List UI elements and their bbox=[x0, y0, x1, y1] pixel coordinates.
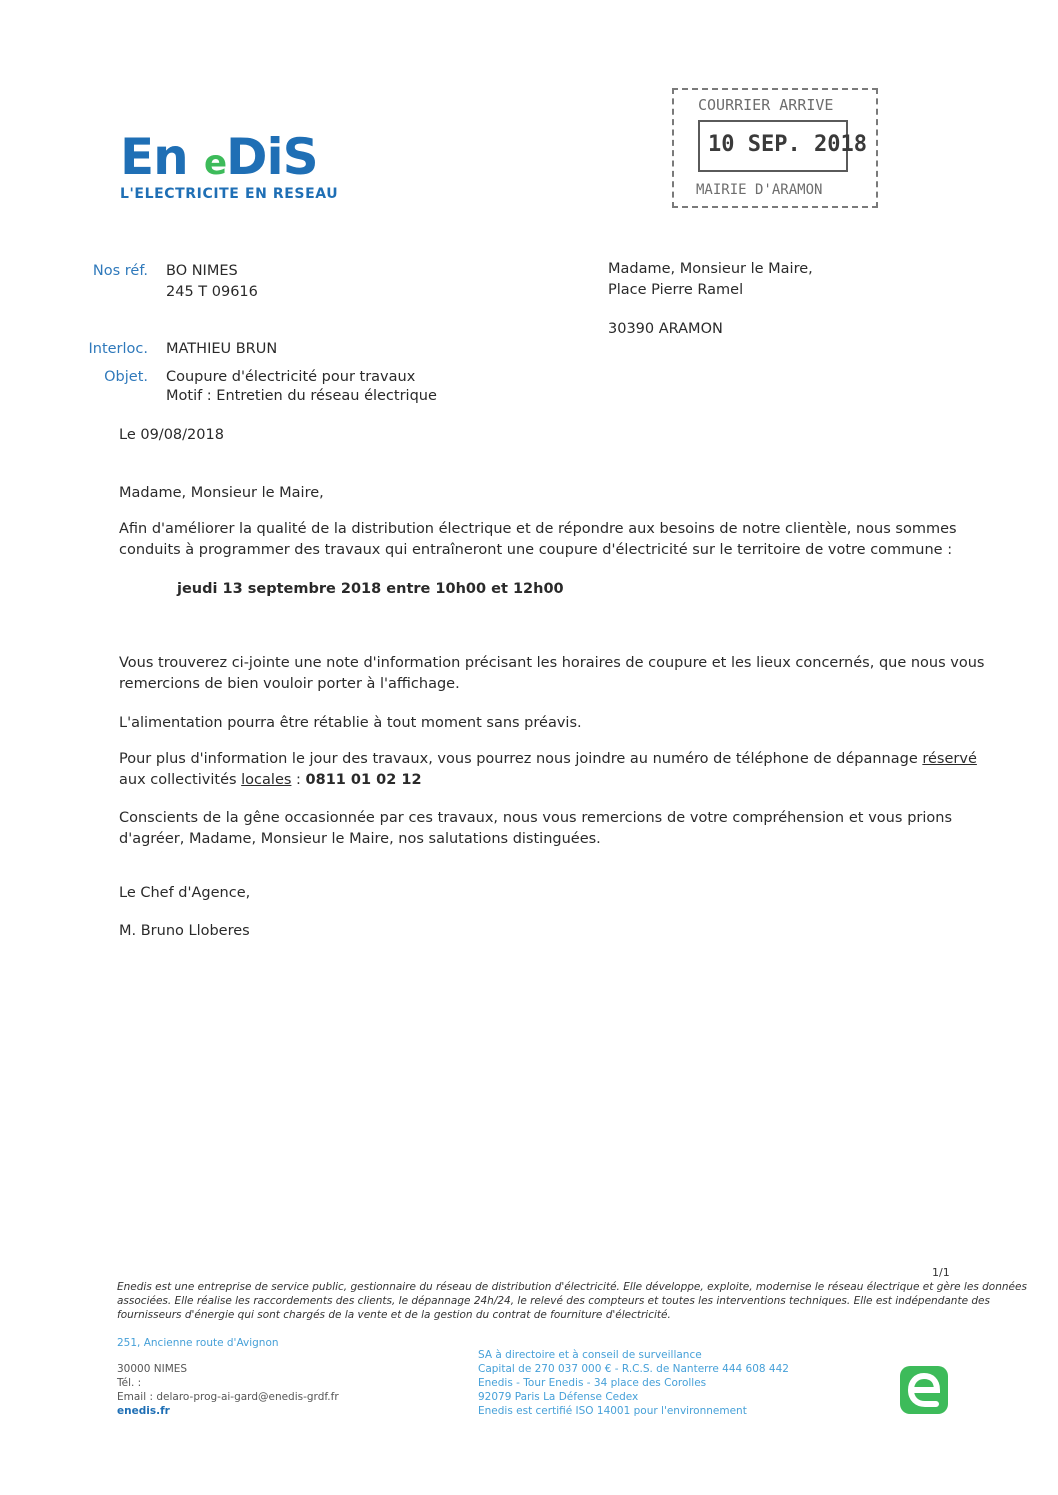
svg-text:e: e bbox=[204, 143, 228, 180]
received-stamp bbox=[672, 88, 878, 208]
interloc-value: MATHIEU BRUN bbox=[166, 341, 278, 357]
footer-legal-line2: associées. Elle réalise les raccordements des clients, le dépannage 24h/24, le relevé des compteurs et toutes les interventions techniques. Elle est indépendante des bbox=[117, 1295, 990, 1307]
helpline-phone: 0811 01 02 12 bbox=[305, 772, 422, 788]
ref-label: Nos réf. bbox=[92, 263, 148, 279]
paragraph-notice bbox=[119, 653, 985, 695]
paragraph-notice-line1: Vous trouverez ci-jointe une note d'information précisant les horaires de coupure et les lieux concernés, que nous vous bbox=[119, 655, 985, 671]
footer-tel: Tél. : bbox=[117, 1377, 142, 1389]
recipient-line2: Place Pierre Ramel bbox=[608, 282, 744, 298]
footer-legal-line1: Enedis est une entreprise de service public, gestionnaire du réseau de distribution d'électricité. Elle développe, exploite, modernise le réseau électrique et gère les données bbox=[117, 1281, 1027, 1293]
contact-colon: : bbox=[291, 772, 306, 788]
signer-name: M. Bruno Lloberes bbox=[119, 923, 250, 939]
footer-legal bbox=[117, 1280, 1027, 1322]
objet-label: Objet. bbox=[104, 369, 148, 385]
paragraph-restoration: L'alimentation pourra être rétablie à tout moment sans préavis. bbox=[119, 715, 582, 731]
recipient-line1: Madame, Monsieur le Maire, bbox=[608, 261, 813, 277]
footer-corp-line1: SA à directoire et à conseil de surveillance bbox=[478, 1349, 702, 1361]
letter-salutation: Madame, Monsieur le Maire, bbox=[119, 485, 324, 501]
paragraph-closing-line2: d'agréer, Madame, Monsieur le Maire, nos salutations distinguées. bbox=[119, 831, 601, 847]
footer-legal-line3: fournisseurs d'énergie qui sont chargés de la vente et de la gestion du contrat de fourniture d'électricité. bbox=[117, 1309, 671, 1321]
footer-corp-line4: 92079 Paris La Défense Cedex bbox=[478, 1391, 639, 1403]
locales-word: locales bbox=[241, 772, 292, 788]
svg-text:En: En bbox=[120, 130, 188, 180]
paragraph-contact-line2 bbox=[119, 770, 952, 791]
interloc-label: Interloc. bbox=[88, 341, 148, 357]
enedis-logo bbox=[120, 130, 340, 202]
stamp-date: 10 SEP. 2018 bbox=[708, 132, 867, 157]
footer-website-link[interactable]: enedis.fr bbox=[117, 1405, 170, 1417]
footer-corp-line5: Enedis est certifié ISO 14001 pour l'environnement bbox=[478, 1405, 747, 1417]
svg-text:DiS: DiS bbox=[226, 130, 318, 180]
outage-schedule: jeudi 13 septembre 2018 entre 10h00 et 12h00 bbox=[177, 581, 564, 597]
objet-line1: Coupure d'électricité pour travaux bbox=[166, 369, 416, 385]
objet-line2: Motif : Entretien du réseau électrique bbox=[166, 388, 437, 404]
paragraph-contact-line1 bbox=[119, 749, 977, 770]
enedis-green-logo-icon bbox=[900, 1366, 948, 1418]
recipient-line3: 30390 ARAMON bbox=[608, 321, 723, 337]
enedis-logo-mark bbox=[120, 130, 340, 180]
paragraph-closing-line1: Conscients de la gêne occasionnée par ces travaux, nous vous remercions de votre compréhension et vous prions bbox=[119, 810, 952, 826]
footer-spacer bbox=[117, 1350, 339, 1362]
ref-value-line2: 245 T 09616 bbox=[166, 284, 258, 300]
letter-date: Le 09/08/2018 bbox=[119, 427, 224, 443]
logo-tagline: L'ELECTRICITE EN RESEAU bbox=[120, 186, 339, 202]
footer-email[interactable]: Email : delaro-prog-ai-gard@enedis-grdf.fr bbox=[117, 1391, 339, 1403]
contact-line1-text: Pour plus d'information le jour des travaux, vous pourrez nous joindre au numéro de téléphone de dépannage bbox=[119, 751, 918, 767]
signoff: Le Chef d'Agence, bbox=[119, 885, 251, 901]
paragraph-closing bbox=[119, 808, 952, 850]
page-number: 1/1 bbox=[932, 1266, 950, 1279]
stamp-origin: MAIRIE D'ARAMON bbox=[696, 182, 823, 198]
footer-city: 30000 NIMES bbox=[117, 1363, 188, 1375]
stamp-title: COURRIER ARRIVE bbox=[698, 96, 834, 114]
footer-street: 251, Ancienne route d'Avignon bbox=[117, 1337, 279, 1349]
footer-corp-line2: Capital de 270 037 000 € - R.C.S. de Nanterre 444 608 442 bbox=[478, 1363, 789, 1375]
footer-corp-line3: Enedis - Tour Enedis - 34 place des Corolles bbox=[478, 1377, 707, 1389]
paragraph-intro-line1: Afin d'améliorer la qualité de la distribution électrique et de répondre aux besoins de notre clientèle, nous sommes bbox=[119, 521, 957, 537]
footer-company-info bbox=[478, 1348, 789, 1418]
paragraph-intro bbox=[119, 519, 957, 561]
paragraph-notice-line2: remercions de bien vouloir porter à l'affichage. bbox=[119, 676, 460, 692]
paragraph-intro-line2: conduits à programmer des travaux qui entraîneront une coupure d'électricité sur le territoire de votre commune : bbox=[119, 542, 953, 558]
paragraph-contact bbox=[119, 749, 977, 791]
footer-address bbox=[117, 1336, 339, 1418]
contact-line2-text: aux collectivités bbox=[119, 772, 237, 788]
ref-value-line1: BO NIMES bbox=[166, 263, 238, 279]
reserved-word: réservé bbox=[922, 751, 977, 767]
